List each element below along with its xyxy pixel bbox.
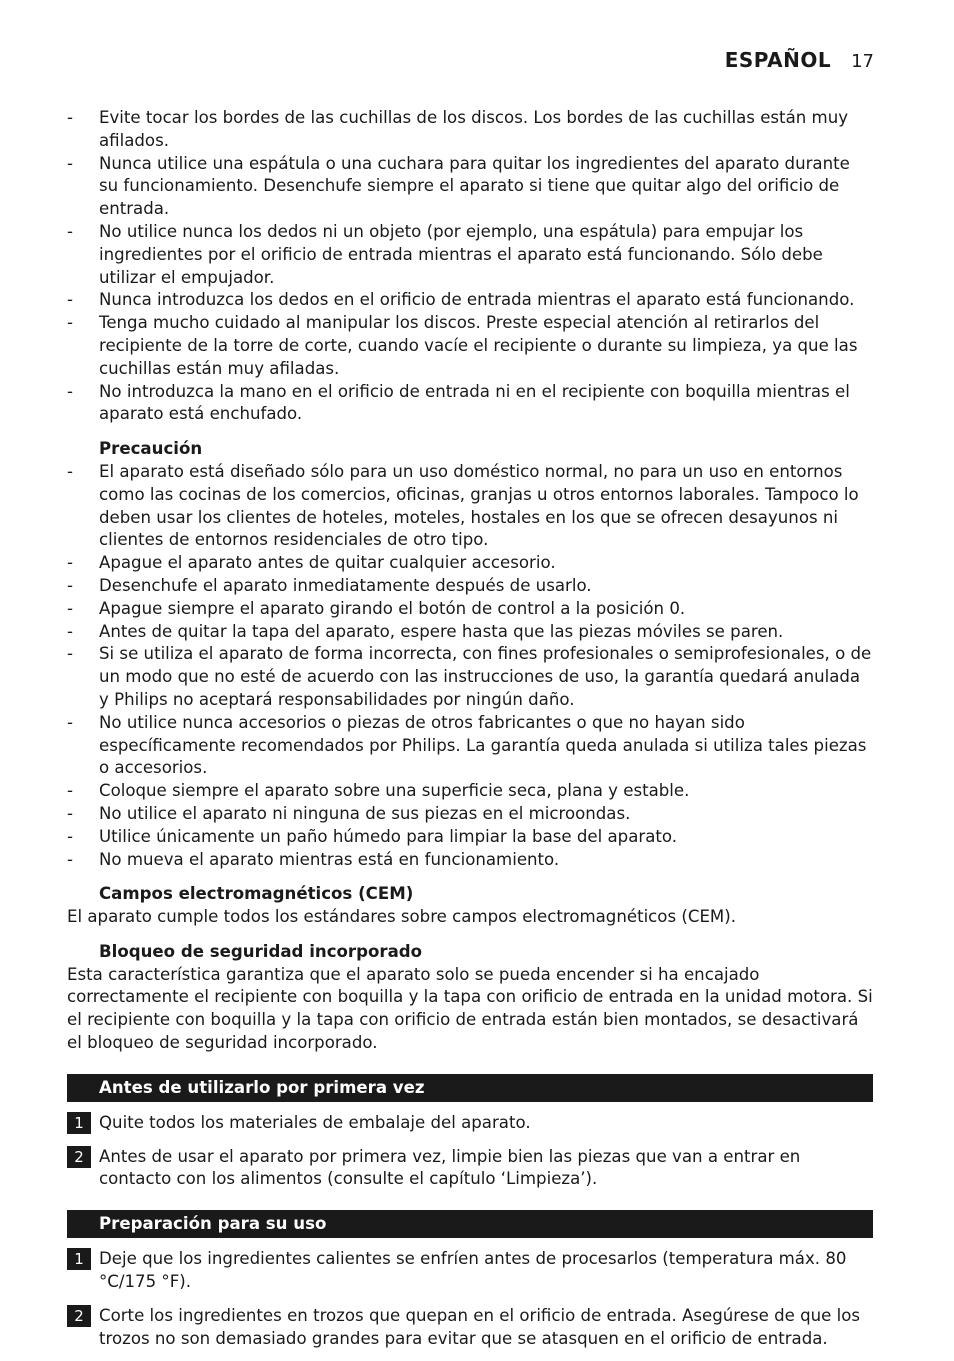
step-item [67,1248,873,1294]
caution-item: - Coloque siempre el aparato sobre una superficie seca, plana y estable. [67,780,873,803]
caution-item: - No mueva el aparato mientras está en funcionamiento. [67,849,873,872]
caution-item: - Antes de quitar la tapa del aparato, espere hasta que las piezas móviles se paren. [67,621,873,644]
warning-item: - No introduzca la mano en el orificio de entrada ni en el recipiente con boquilla mientras el aparato está enchufado. [67,381,873,427]
step-text: Corte los ingredientes en trozos que quepan en el orificio de entrada. Asegúrese de que los trozos no son demasiado grandes para evitar que se atasquen en el orificio de entrada. [99,1305,861,1348]
step-number: 2 [67,1305,91,1327]
caution-item: - Si se utiliza el aparato de forma incorrecta, con fines profesionales o semiprofesionales, o de un modo que no esté de acuerdo con las instrucciones de uso, la garantía quedará anulada y Philips no aceptará responsabilidades por ningún daño. [67,643,873,711]
warning-item: - No utilice nunca los dedos ni un objeto (por ejemplo, una espátula) para empujar los ingredientes por el orificio de entrada mientras el aparato está funcionando. Sólo debe utilizar el empujador. [67,221,873,289]
caution-item: - No utilice nunca accesorios o piezas de otros fabricantes o que no hayan sido específicamente recomendados por Philips. La garantía queda anulada si utiliza tales piezas o accesorios. [67,712,873,780]
step-text: Quite todos los materiales de embalaje del aparato. [99,1112,531,1132]
caution-list [67,461,873,871]
caution-item: - Desenchufe el aparato inmediatamente después de usarlo. [67,575,873,598]
emf-text: El aparato cumple todos los estándares sobre campos electromagnéticos (CEM). [67,907,736,927]
step-text: Antes de usar el aparato por primera vez, limpie bien las piezas que van a entrar en contacto con los alimentos (consulte el capítulo ‘Limpieza’). [99,1146,801,1189]
first-use-section-header: Antes de utilizarlo por primera vez [67,1074,873,1102]
caution-item: - Apague el aparato antes de quitar cualquier accesorio. [67,552,873,575]
step-number: 2 [67,1146,91,1168]
page-number: 17 [851,51,874,72]
preparation-section-header: Preparación para su uso [67,1210,873,1238]
step-text: Deje que los ingredientes calientes se enfríen antes de procesarlos (temperatura máx. 80 °C/175 °F). [99,1249,847,1292]
safety-lock-heading: Bloqueo de seguridad incorporado [99,941,423,961]
warning-item: - Evite tocar los bordes de las cuchillas de los discos. Los bordes de las cuchillas están muy afilados. [67,107,873,153]
warning-item: - Nunca introduzca los dedos en el orificio de entrada mientras el aparato está funcionando. [67,289,873,312]
caution-item: - Utilice únicamente un paño húmedo para limpiar la base del aparato. [67,826,873,849]
page-header [725,48,874,72]
caution-item: - El aparato está diseñado sólo para un uso doméstico normal, no para un uso en entornos como las cocinas de los comercios, oficinas, granjas u otros entornos laborales. Tampoco lo deben usar los clientes de hoteles, moteles, hostales en los que se ofrecen desayunos ni clientes de entornos residenciales de otro tipo. [67,461,873,552]
step-item [67,1305,873,1351]
safety-lock-text: Esta característica garantiza que el aparato solo se pueda encender si ha encajado correctamente el recipiente con boquilla y la tapa con orificio de entrada en la unidad motora. Si el recipiente con boquilla y la tapa con orificio de entrada están bien montados, se desactivará el bloqueo de seguridad incorporado. [67,964,873,1053]
emf-heading: Campos electromagnéticos (CEM) [99,884,414,904]
step-item [67,1146,873,1192]
step-number: 1 [67,1248,91,1270]
warning-item: - Tenga mucho cuidado al manipular los discos. Preste especial atención al retirarlos del recipiente de la torre de corte, cuando vacíe el recipiente o durante su limpieza, ya que las cuchillas están muy afiladas. [67,312,873,380]
step-item [67,1112,873,1135]
warning-list [67,107,873,426]
language-label: ESPAÑOL [724,48,832,72]
caution-item: - No utilice el aparato ni ninguna de sus piezas en el microondas. [67,803,873,826]
warning-item: - Nunca utilice una espátula o una cuchara para quitar los ingredientes del aparato durante su funcionamiento. Desenchufe siempre el aparato si tiene que quitar algo del orificio de entrada. [67,153,873,221]
caution-item: - Apague siempre el aparato girando el botón de control a la posición 0. [67,598,873,621]
page-content [67,107,873,1361]
step-number: 1 [67,1112,91,1134]
caution-heading: Precaución [99,439,203,459]
